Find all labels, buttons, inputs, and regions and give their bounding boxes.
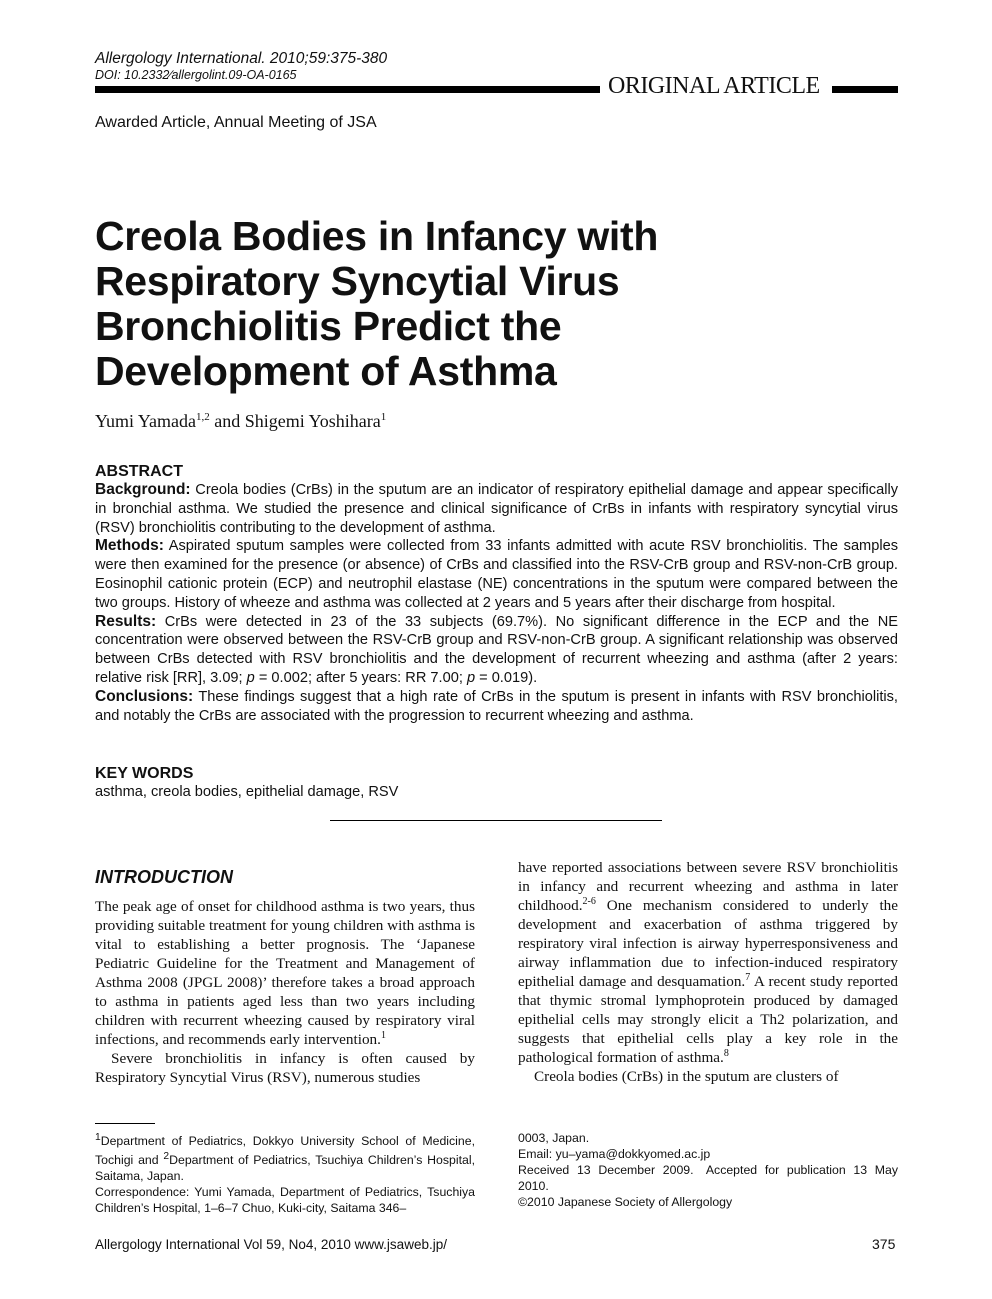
author-joiner: and bbox=[209, 411, 245, 431]
background-label: Background: bbox=[95, 481, 191, 498]
citation-ref: 2-6 bbox=[582, 895, 596, 907]
keywords bbox=[95, 764, 595, 802]
footer-journal-line: Allergology International Vol 59, No4, 2010 www.jsaweb.jp/ bbox=[95, 1237, 447, 1252]
body-column-left bbox=[95, 866, 475, 1087]
body-paragraph: Creola bodies (CrBs) in the sputum are clusters of bbox=[534, 1068, 839, 1085]
results-text: = 0.002; after 5 years: RR 7.00; bbox=[254, 669, 467, 686]
journal-reference: Allergology International. 2010;59:375-380 bbox=[95, 50, 388, 67]
affiliation-note bbox=[95, 1130, 475, 1184]
page-number: 375 bbox=[872, 1236, 896, 1252]
paragraph-text: The peak age of onset for childhood asthma is two years, thus providing suitable treatment for young children with asthma is vital to establishing a better prognosis. The ‘Japanese Pediatric Guideline for the Treatment and Management of Asthma 2008 (JPGL 2008)’ therefore takes a broad approach to asthma in patients aged less than two years including children with recurrent wheezing caused by respiratory viral infections, and recommends early intervention. bbox=[95, 898, 475, 1048]
methods-label: Methods: bbox=[95, 537, 164, 555]
section-label: ORIGINAL ARTICLE bbox=[608, 73, 820, 99]
header-rule-left bbox=[95, 86, 600, 93]
citation-ref: 7 bbox=[745, 971, 751, 983]
citation-ref: 8 bbox=[723, 1047, 729, 1059]
abstract bbox=[95, 462, 898, 725]
abstract-results bbox=[95, 613, 898, 688]
keywords-heading: KEY WORDS bbox=[95, 765, 194, 782]
body-paragraph: Severe bronchiolitis in infancy is often caused by Respiratory Syncytial Virus (RSV), numerous studies bbox=[95, 1050, 475, 1086]
affiliation-text: Department of Pediatrics, Tsuchiya Children’s Hospital, Saitama, Japan. bbox=[95, 1153, 475, 1184]
conclusions-label: Conclusions: bbox=[95, 687, 194, 705]
abstract-conclusions bbox=[95, 688, 898, 726]
p-value-symbol: p bbox=[246, 669, 255, 686]
correspondence-note: Correspondence: Yumi Yamada, Department of Pediatrics, Tsuchiya Children’s Hospital, 1–6–7 Chuo, Kuki-city, Saitama 346– bbox=[95, 1185, 475, 1216]
keywords-list: asthma, creola bodies, epithelial damage, RSV bbox=[95, 784, 399, 800]
background-text: Creola bodies (CrBs) in the sputum are an indicator of respiratory epithelial damage and appear specifically in bronchial asthma. We studied the presence and clinical significance of CrBs in infants with respiratory syncytial virus (RSV) bronchiolitis contributing to the development of asthma. bbox=[95, 482, 898, 536]
article-title: Creola Bodies in Infancy with Respiratory Syncytial Virus Bronchiolitis Predict the Development of Asthma bbox=[95, 213, 659, 394]
body-column-right bbox=[518, 858, 898, 1086]
author-line bbox=[95, 411, 386, 432]
abstract-methods bbox=[95, 537, 898, 612]
section-divider bbox=[330, 820, 662, 821]
author-affiliation: 1,2 bbox=[196, 411, 210, 423]
author-affiliation: 1 bbox=[380, 411, 387, 423]
header-rule-right bbox=[832, 86, 898, 93]
affiliation-mark: 2 bbox=[163, 1151, 170, 1163]
footnote-rule bbox=[95, 1123, 155, 1124]
abstract-heading: ABSTRACT bbox=[95, 463, 183, 480]
introduction-heading: INTRODUCTION bbox=[95, 867, 233, 887]
methods-text: Aspirated sputum samples were collected from 33 infants admitted with acute RSV bronchiolitis. The samples were then examined for the presence (or absence) of CrBs and classified into the RSV-CrB group and RSV-non-CrB group. Eosinophil cationic protein (ECP) and neutrophil elastase (NE) concentrations in the sputum were compared between the two groups. History of wheeze and asthma was collected at 2 years and 5 years after their discharge from hospital. bbox=[95, 538, 898, 611]
paragraph-text: A recent study reported that thymic stromal lymphoprotein produced by damaged epithelial cells may strongly elicit a Th2 polarization, and suggests that epithelial cells play a key role in the pathological formation of asthma. bbox=[518, 973, 898, 1066]
body-paragraph bbox=[95, 897, 475, 1049]
results-label: Results: bbox=[95, 612, 157, 630]
p-value-symbol: p bbox=[466, 669, 476, 686]
citation-ref: 1 bbox=[380, 1029, 386, 1041]
email-note: Email: yu–yama@dokkyomed.ac.jp bbox=[518, 1147, 711, 1161]
author-name: Shigemi Yoshihara bbox=[244, 411, 381, 431]
address-continuation: 0003, Japan. bbox=[518, 1131, 590, 1145]
affiliation-text: Department of Pediatrics, Dokkyo University School of Medicine, Tochigi and bbox=[95, 1134, 475, 1168]
author-name: Yumi Yamada bbox=[95, 411, 197, 431]
affiliation-mark: 1 bbox=[95, 1132, 101, 1143]
paragraph-text: have reported associations between severe RSV bronchiolitis in infancy and recurrent wheezing and asthma in later childhood. bbox=[518, 859, 898, 914]
doi: DOI: 10.2332∕allergolint.09-OA-0165 bbox=[95, 68, 297, 82]
results-text: CrBs were detected in 23 of the 33 subjects (69.7%). No significant difference in the ECP and the NE concentration were observed between the RSV-CrB group and RSV-non-CrB group. A significant relationship was observed between CrBs detected with RSV bronchiolitis and the development of recurrent wheezing and asthma (after 2 years: relative risk [RR], 3.09; bbox=[95, 613, 898, 686]
award-line: Awarded Article, Annual Meeting of JSA bbox=[95, 114, 377, 131]
abstract-background bbox=[95, 481, 898, 537]
copyright-note: ©2010 Japanese Society of Allergology bbox=[518, 1195, 733, 1209]
footnotes-right bbox=[518, 1130, 898, 1210]
received-note: Received 13 December 2009. Accepted for publication 13 May 2010. bbox=[518, 1163, 898, 1193]
paragraph-text: One mechanism considered to underly the development and exacerbation of asthma triggered by respiratory viral infection is airway hyperresponsiveness and airway inflammation due to infection-induced respiratory epithelial damage and desquamation. bbox=[518, 897, 898, 990]
body-paragraph bbox=[518, 858, 898, 1067]
conclusions-text: These findings suggest that a high rate of CrBs in the sputum is present in infants with RSV bronchiolitis, and notably the CrBs are associated with the progression to recurrent wheezing and asthma. bbox=[95, 688, 898, 724]
footnotes-left bbox=[95, 1130, 475, 1216]
results-text: = 0.019). bbox=[475, 669, 538, 686]
